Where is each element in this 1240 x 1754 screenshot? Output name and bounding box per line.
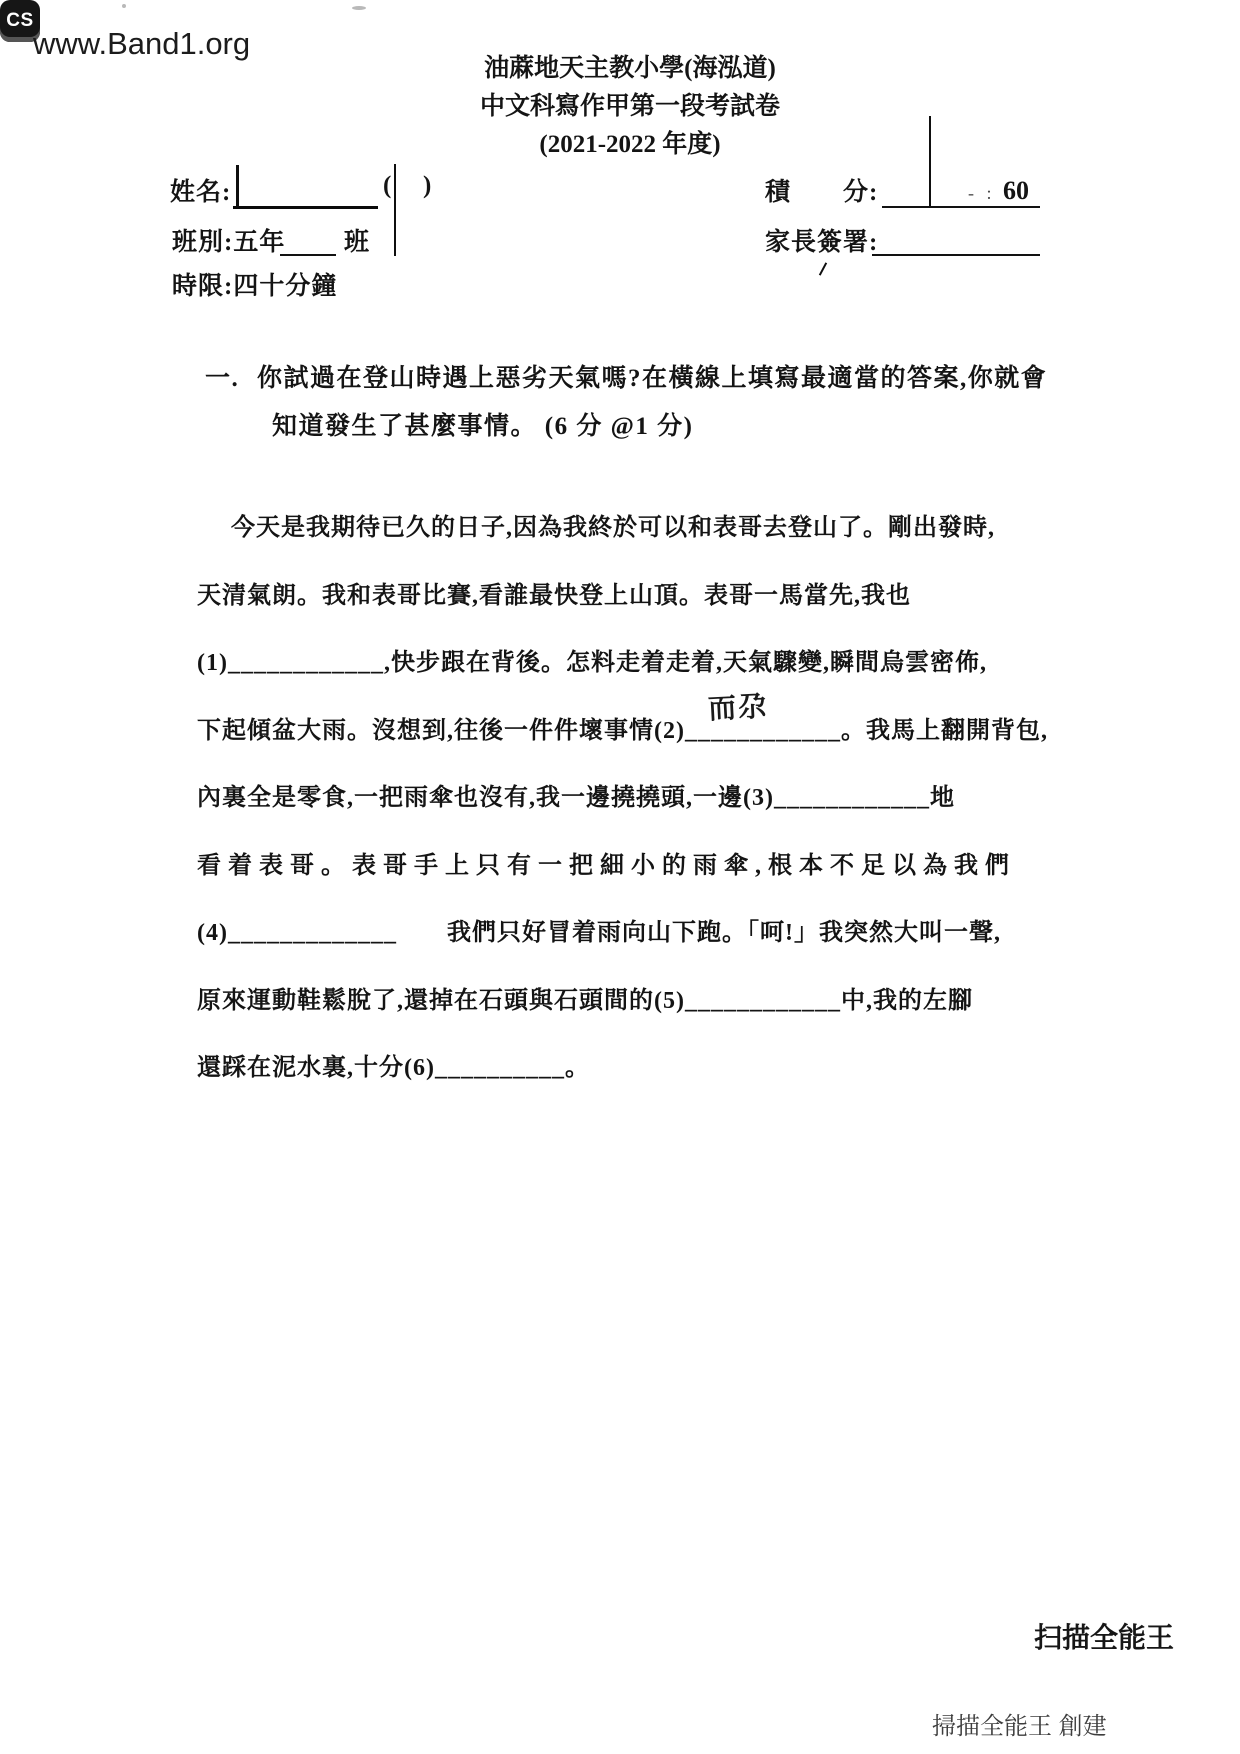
school-name: 油蔴地天主教小學(海泓道) — [484, 55, 776, 82]
passage-body — [197, 495, 1077, 1103]
camscanner-icon-letters: CS — [6, 10, 34, 31]
passage-line-blank-2: 下起傾盆大雨。沒想到,往後一件件壞事情(2)____________。我馬上翻開背包, — [197, 717, 1048, 744]
pen-mark-vertical — [929, 116, 931, 206]
passage-line: 天清氣朗。我和表哥比賽,看誰最快登上山頂。表哥一馬當先,我也 — [197, 582, 911, 609]
pen-mark-tick — [819, 262, 827, 275]
passage-line: 今天是我期待已久的日子,因為我終於可以和表哥去登山了。剛出發時, — [231, 515, 995, 541]
pen-mark-vertical — [236, 165, 239, 207]
watermark-url: www.Band1.org — [33, 26, 251, 61]
name-blank-line — [233, 168, 378, 209]
name-paren-close: ) — [423, 172, 433, 199]
passage-line: 看着表哥。表哥手上只有一把細小的雨傘,根本不足以為我們 — [197, 852, 1016, 879]
pen-mark-vertical — [394, 164, 396, 256]
name-paren-open: ( — [383, 172, 393, 199]
passage-line-blank-1: (1)____________,快步跟在背後。怎料走着走着,天氣驟變,瞬間烏雲密佈, — [197, 650, 987, 676]
scan-speck — [122, 4, 126, 8]
passage-line-blank-3: 內裏全是零食,一把雨傘也沒有,我一邊撓撓頭,一邊(3)____________地 — [197, 785, 955, 811]
parent-signature-line — [872, 218, 1040, 256]
created-by-note: 掃描全能王 創建 — [932, 1713, 1107, 1740]
question-text-line2: 知道發生了甚麼事情。 (6 分 @1 分) — [272, 413, 694, 440]
question-number: 一. — [205, 365, 240, 392]
passage-line-blank-5: 原來運動鞋鬆脫了,還掉在石頭與石頭間的(5)____________中,我的左腳 — [197, 987, 973, 1014]
class-label: 班別:五年 — [172, 229, 286, 256]
exam-title: 中文科寫作甲第一段考試卷 — [479, 93, 780, 120]
score-total: 60 — [1003, 176, 1029, 205]
exam-year: (2021-2022 年度) — [539, 131, 721, 158]
class-blank-line — [280, 218, 336, 256]
passage-line-blank-4: (4)_____________ 我們只好冒着雨向山下跑。「呵!」我突然大叫一聲, — [197, 920, 1001, 946]
time-limit-label: 時限:四十分鐘 — [172, 273, 338, 300]
passage-line-blank-6: 還踩在泥水裏,十分(6)__________。 — [197, 1055, 590, 1081]
score-label: 積 分: — [765, 179, 879, 206]
class-suffix: 班 — [344, 229, 371, 256]
parent-signature-label: 家長簽署: — [765, 229, 879, 256]
score-faint-marks: - : — [968, 183, 996, 203]
handwritten-answer-blank-2: 而尕 — [707, 691, 769, 726]
question-text-line1: 你試過在登山時遇上惡劣天氣嗎?在橫線上填寫最適當的答案,你就會 — [257, 365, 1048, 392]
camscanner-app-name: 扫描全能王 — [1034, 1622, 1175, 1653]
name-label: 姓名: — [170, 179, 232, 206]
scan-speck — [352, 6, 366, 10]
